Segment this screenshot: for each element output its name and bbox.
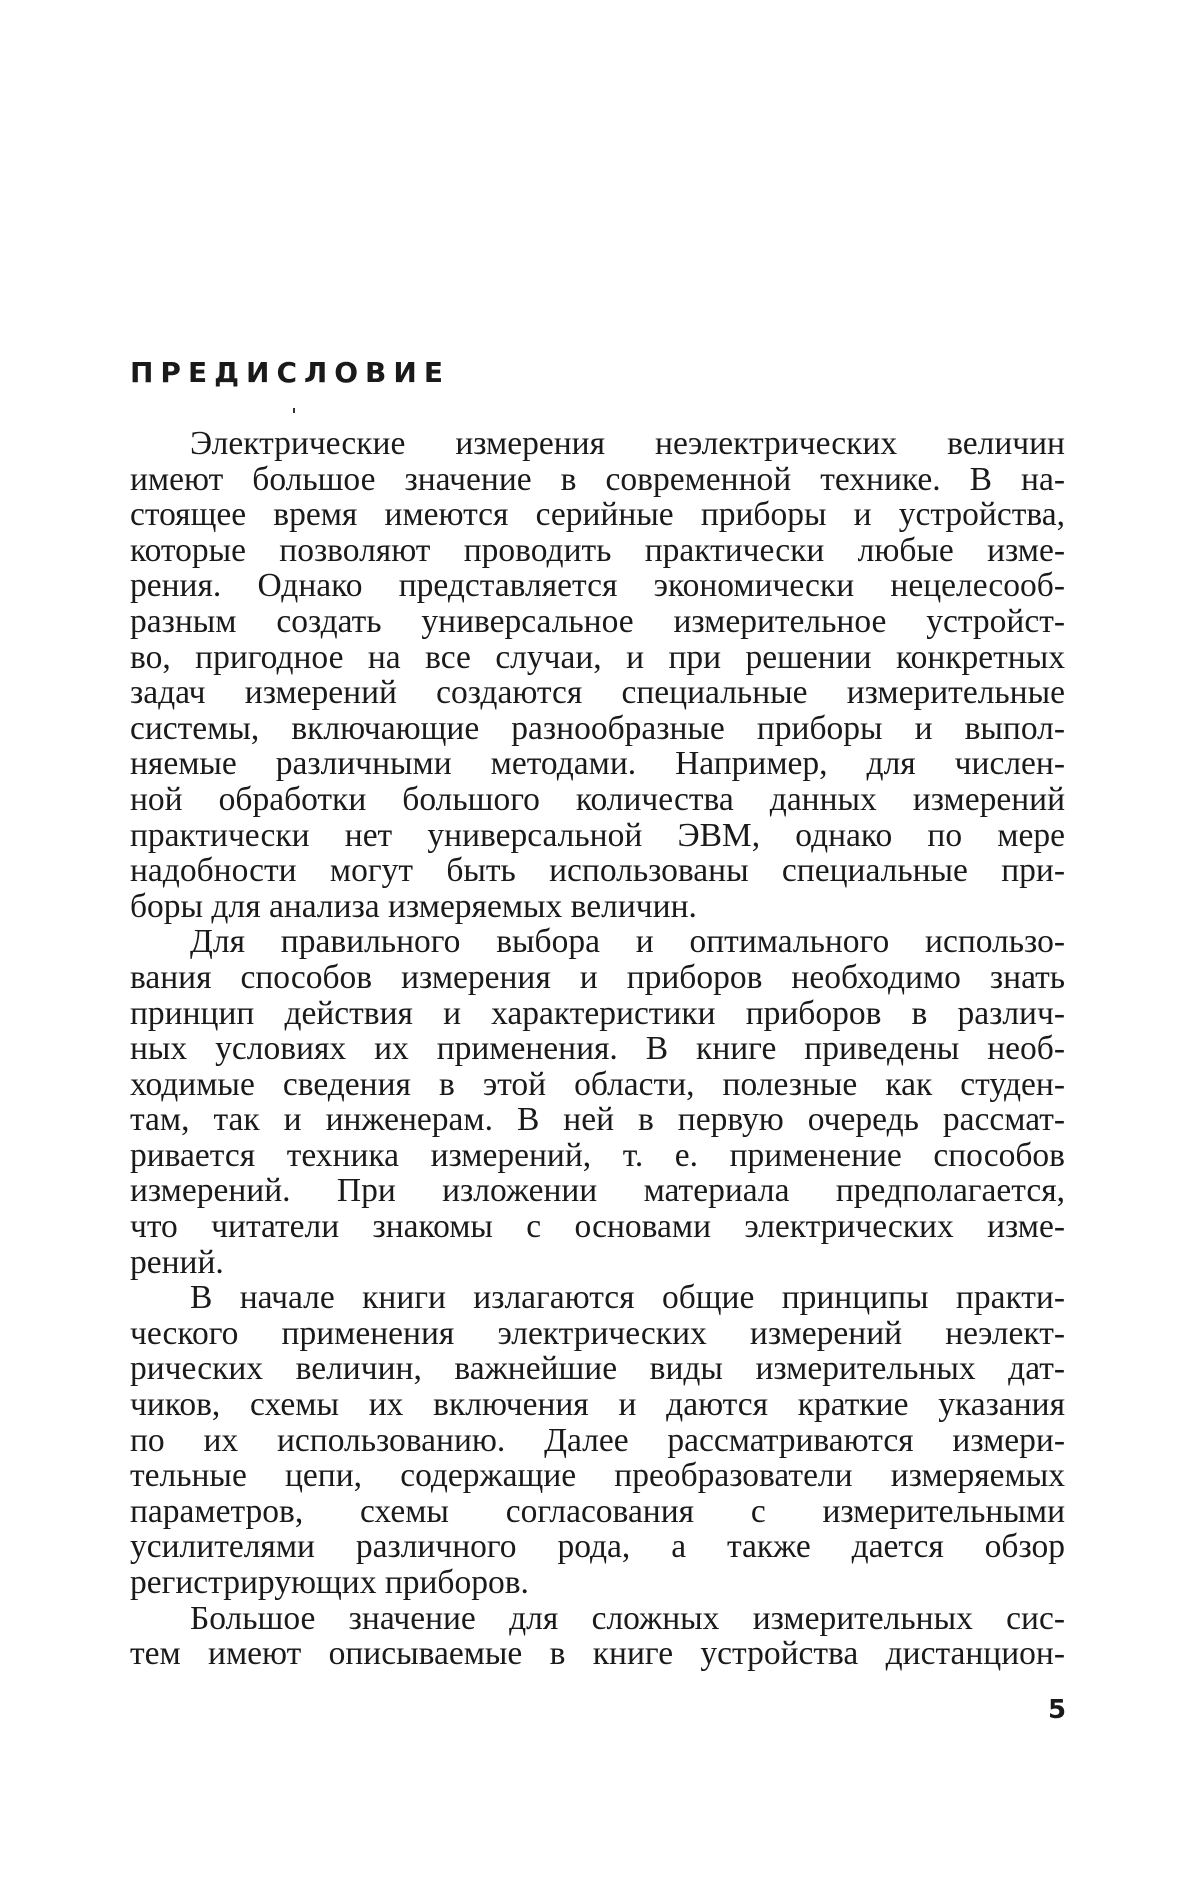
text-line: параметров, схемы согласования с измерительными	[130, 1494, 1065, 1530]
text-line: Большое значение для сложных измерительных сис-	[130, 1601, 1065, 1637]
text-line: принцип действия и характеристики приборов в различ-	[130, 996, 1065, 1032]
text-line: В начале книги излагаются общие принципы практи-	[130, 1280, 1065, 1316]
page-number: 5	[1048, 1695, 1066, 1725]
section-heading: ПРЕДИСЛОВИЕ	[130, 356, 450, 389]
text-line: рения. Однако представляется экономически нецелесооб-	[130, 568, 1065, 604]
text-line: надобности могут быть использованы специальные при-	[130, 853, 1065, 889]
text-line: задач измерений создаются специальные измерительные	[130, 675, 1065, 711]
text-line: няемые различными методами. Например, для числен-	[130, 746, 1065, 782]
text-line: разным создать универсальное измерительное устройст-	[130, 604, 1065, 640]
text-line: ных условиях их применения. В книге приведены необ-	[130, 1031, 1065, 1067]
text-line: тельные цепи, содержащие преобразователи измеряемых	[130, 1458, 1065, 1494]
text-line: Электрические измерения неэлектрических величин	[130, 426, 1065, 462]
text-line: системы, включающие разнообразные приборы и выпол-	[130, 711, 1065, 747]
text-line: ривается техника измерений, т. е. применение способов	[130, 1138, 1065, 1174]
text-line: вания способов измерения и приборов необходимо знать	[130, 960, 1065, 996]
text-line: ходимые сведения в этой области, полезные как студен-	[130, 1067, 1065, 1103]
text-line: измерений. При изложении материала предполагается,	[130, 1173, 1065, 1209]
text-line: которые позволяют проводить практически любые изме-	[130, 533, 1065, 569]
text-line: во, пригодное на все случаи, и при решении конкретных	[130, 640, 1065, 676]
text-line: боры для анализа измеряемых величин.	[130, 889, 1065, 925]
paragraph	[130, 426, 1065, 924]
print-speck	[293, 408, 295, 413]
text-line: тем имеют описываемые в книге устройства дистанцион-	[130, 1636, 1065, 1672]
text-line: усилителями различного рода, а также дается обзор	[130, 1529, 1065, 1565]
text-line: Для правильного выбора и оптимального использо-	[130, 924, 1065, 960]
book-page	[0, 0, 1200, 1880]
body-text	[130, 426, 1065, 1672]
text-line: там, так и инженерам. В ней в первую очередь рассмат-	[130, 1102, 1065, 1138]
text-line: ной обработки большого количества данных измерений	[130, 782, 1065, 818]
text-line: чиков, схемы их включения и даются краткие указания	[130, 1387, 1065, 1423]
text-line: рических величин, важнейшие виды измерительных дат-	[130, 1351, 1065, 1387]
paragraph	[130, 1280, 1065, 1600]
text-line: что читатели знакомы с основами электрических изме-	[130, 1209, 1065, 1245]
text-line: практически нет универсальной ЭВМ, однако по мере	[130, 818, 1065, 854]
text-line: рений.	[130, 1245, 1065, 1281]
text-line: ческого применения электрических измерений неэлект-	[130, 1316, 1065, 1352]
text-line: стоящее время имеются серийные приборы и устройства,	[130, 497, 1065, 533]
text-line: по их использованию. Далее рассматриваются измери-	[130, 1423, 1065, 1459]
text-line: регистрирующих приборов.	[130, 1565, 1065, 1601]
paragraph	[130, 1601, 1065, 1672]
paragraph	[130, 924, 1065, 1280]
text-line: имеют большое значение в современной технике. В на-	[130, 462, 1065, 498]
